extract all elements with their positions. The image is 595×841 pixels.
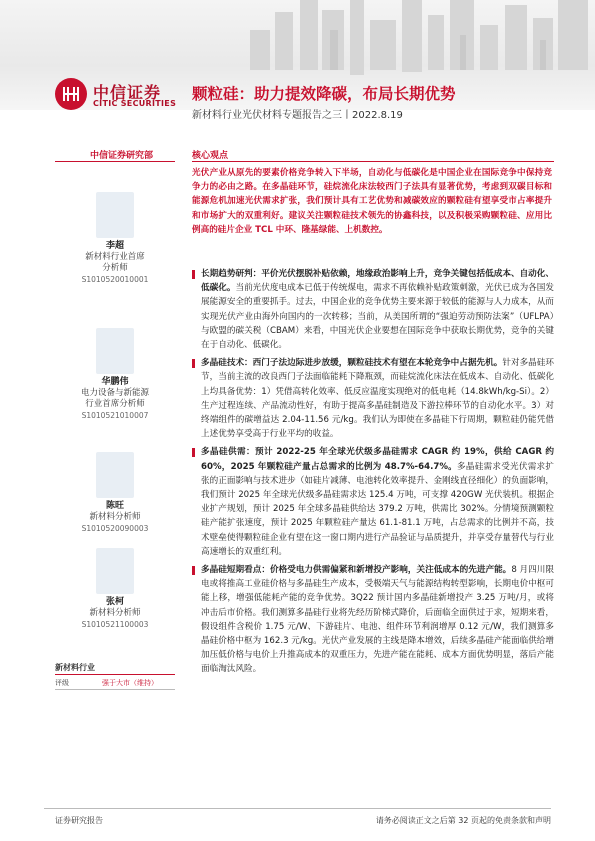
analyst-license-id: S1010520010001: [81, 275, 149, 284]
key-points-list: [192, 267, 554, 677]
analyst-photo: [96, 452, 134, 498]
key-point: [192, 356, 554, 441]
sidebar-rule: [55, 161, 175, 162]
analyst-license-id: S1010521100003: [81, 620, 149, 629]
key-point-body: 多晶硅需求受光伏需求扩张的正面影响与技术进步（如硅片减薄、电池转化效率提升、金刚线直径细化）的负面影响，我们预计 2025 年全球光伏级多晶硅需求达 125.4 万吨，可支撑 420GW 光伏装机。根据企业扩产规划，预计 2025 年全球多晶硅供给达 379.2 万吨，供需比 302%。分情境预测颗粒硅产能扩张速度，预计 2025 年颗粒硅产量达 61.1-81.1 万吨，占总需求的比例并不高，技术壁垒使得颗粒硅企业有望在这一窗口期内进行产品验证与品质提升，并享受存量替代与行业高速增长的双重红利。: [201, 461, 554, 557]
analyst-title: 新材料行业首席: [85, 252, 145, 262]
industry-rule: [55, 674, 175, 675]
analyst-name: 陈旺: [105, 501, 124, 511]
analyst-card: [55, 452, 175, 534]
key-point-body: 8 月四川限电或将推高工业硅价格与多晶硅生产成本，受极端天气与能源结构转型影响，长期电价中枢可能上移，增强低能耗产能的竞争优势。3Q22 预计国内多晶硅新增投产 3.25 万吨/月，或将冲击后市价格。我们测算多晶硅行业将先经历阶梯式降价，后面临全面供过于求，短期来看，假设组件含税价 1.75 元/W、下游硅片、电池、组件环节利润增厚 0.12 元/W，我们测算多晶硅价格中枢为 162.3 元/kg。光伏产业发展的主线是降本增效，后续多晶硅产能面临供给增加压低价格与电价上升推高成本的双重压力，先进产能在能耗、成本方面优势明显，落后产能面临淘汰风险。: [201, 565, 554, 675]
key-point: [192, 563, 554, 677]
analyst-title: 分析师: [102, 263, 128, 273]
logo-text-en: CITIC SECURITIES: [93, 99, 177, 108]
analyst-title: 行业首席分析师: [85, 399, 145, 409]
rating-label: 评级: [55, 679, 69, 687]
footer-disclaimer-note: 请务必阅读正文之后第 32 页起的免责条款和声明: [375, 816, 551, 825]
report-title: 颗粒硅：助力提效降碳，布局长期优势: [192, 85, 456, 103]
core-summary: 光伏产业从原先的要素价格竞争转入下半场，自动化与低碳化是中国企业在国际竞争中保持竞争力的必由之路。在多晶硅环节，硅烷流化床法较西门子法具有显著优势，考虑到双碳目标和能源危机加速光伏需求扩张，我们预计具有工艺优势和减碳效应的颗粒硅有望享受市占率提升和市场扩大的双重利好。建议关注颗粒硅技术领先的协鑫科技，以及积极采购颗粒硅、应用比例高的硅片企业 TCL 中环、隆基绿能、上机数控。: [192, 168, 552, 235]
analyst-name: 华鹏伟: [101, 377, 129, 387]
analyst-title: 新材料分析师: [89, 608, 141, 618]
key-point-body: 当前光伏度电成本已低于传统煤电，需求不再依赖补贴政策刺激，光伏已成为各国发展能源安全的重要抓手。过去，中国企业的竞争优势主要来源于较低的能源与人力成本，从而实现光伏产业由海外向国内的一次转移；当前，从美国所谓的“强迫劳动预防法案”（UFLPA）与欧盟的碳关税（CBAM）来看，中国光伏企业要想在国际竞争中获取长期优势，竞争的关键在于自动化、低碳化。: [201, 283, 554, 351]
key-point-lead: 多晶硅短期看点：价格受电力供需偏紧和新增投产影响，关注低成本的先进产能。: [201, 565, 512, 576]
bullet-marker-icon: [192, 270, 195, 279]
bullet-marker-icon: [192, 566, 195, 575]
logo-text-cn: 中信证券: [93, 83, 162, 102]
main-rule: [192, 161, 554, 162]
analyst-name: 张柯: [105, 597, 124, 607]
analyst-title: 电力设备与新能源: [80, 388, 149, 398]
bullet-marker-icon: [192, 448, 195, 457]
key-point-lead: 长期趋势研判：平价光伏摆脱补贴依赖，地缘政治影响上升，竞争关键包括低成本、自动化、低碳化。: [201, 269, 554, 294]
report-subtitle: 新材料行业光伏材料专题报告之三丨2022.8.19: [192, 110, 403, 121]
analyst-photo: [96, 548, 134, 594]
rating-value: 强于大市（维持）: [102, 679, 158, 687]
core-view-heading: 核心观点: [192, 151, 229, 161]
key-point: [192, 267, 554, 352]
key-point-lead: 多晶硅技术：西门子法边际进步放缓，颗粒硅技术有望在本轮竞争中占据先机。: [201, 358, 503, 369]
industry-label: 新材料行业: [55, 663, 95, 672]
key-point-lead: 多晶硅供需：预计 2022-25 年全球光伏级多晶硅需求 CAGR 约 19%，供给 CAGR 约 60%，2025 年颗粒硅产量占总需求的比例为 48.7%-64.7%。: [201, 447, 554, 472]
analyst-card: [55, 548, 175, 630]
footer-report-type: 证券研究报告: [55, 816, 103, 825]
analyst-photo: [96, 328, 134, 374]
research-dept-label: 中信证券研究部: [90, 151, 154, 161]
bullet-marker-icon: [192, 359, 195, 368]
analyst-card: [55, 328, 175, 421]
footer-rule: [44, 808, 551, 809]
key-point: [192, 445, 554, 559]
analyst-license-id: S1010521010007: [81, 411, 149, 420]
rating-rule: [55, 689, 175, 690]
citic-logo-icon: [55, 78, 87, 110]
analyst-photo: [96, 192, 134, 238]
key-point-body: 针对多晶硅环节，当前主流的改良西门子法面临能耗下降瓶颈，而硅烷流化床法在低成本、自动化、低碳化上均具备优势：1）凭借高转化效率、低反应温度实现绝对的低电耗（14.8kWh/kg-Si）。2）生产过程连续、产品流动性好，有助于提高多晶硅制造及下游拉棒环节的自动化水平。3）对终端组件的碳增益达 2.04-11.56 元/kg。我们认为即使在多晶硅下行周期，颗粒硅仍能凭借上述优势享受高于行业平均的收益。: [201, 358, 554, 440]
analyst-name: 李超: [105, 241, 124, 251]
analyst-license-id: S1010520090003: [81, 524, 149, 533]
analyst-card: [55, 192, 175, 285]
analyst-title: 新材料分析师: [89, 512, 141, 522]
